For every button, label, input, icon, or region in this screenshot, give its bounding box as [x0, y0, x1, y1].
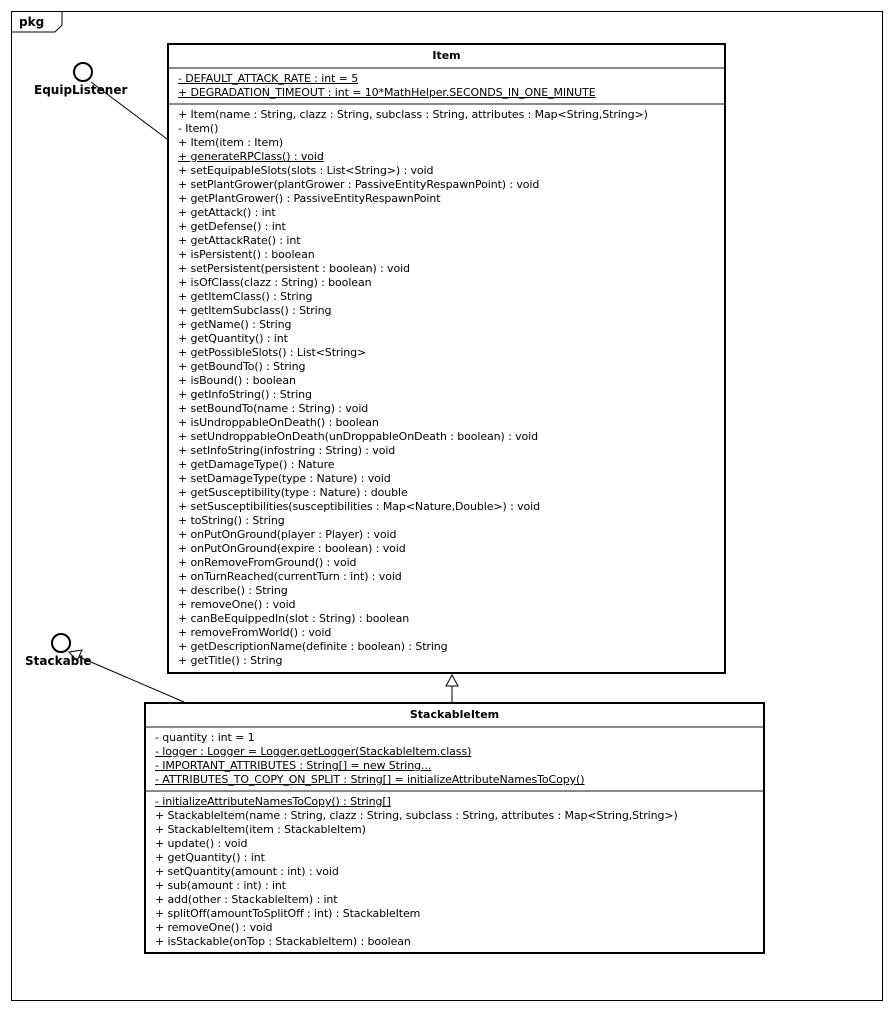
attribute-text: - ATTRIBUTES_TO_COPY_ON_SPLIT : String[] = initializeAttributeNamesToCopy()	[155, 773, 585, 786]
operation-text: + getDamageType() : Nature	[178, 458, 335, 471]
operation-text: + Item(name : String, clazz : String, subclass : String, attributes : Map<String,String>)	[178, 108, 648, 121]
operation-text: + sub(amount : int) : int	[155, 879, 287, 892]
operation-text: + getTitle() : String	[178, 654, 283, 667]
operation-text: + onRemoveFromGround() : void	[178, 556, 357, 569]
generalization-arrowhead-icon	[446, 675, 458, 686]
operation-row	[155, 837, 763, 851]
attribute-row	[155, 731, 763, 745]
operation-text: + getInfoString() : String	[178, 388, 312, 401]
operation-text: + getDescriptionName(definite : boolean) : String	[178, 640, 448, 653]
attribute-text: - IMPORTANT_ATTRIBUTES : String[] = new String...	[155, 759, 432, 772]
operation-text: + getItemClass() : String	[178, 290, 313, 303]
operation-row	[178, 514, 724, 528]
attribute-row	[155, 773, 763, 787]
operation-text: + getQuantity() : int	[155, 851, 265, 864]
operation-text: + setSusceptibilities(susceptibilities : Map<Nature,Double>) : void	[178, 500, 540, 513]
operation-text: + getBoundTo() : String	[178, 360, 306, 373]
operation-row	[155, 809, 763, 823]
operation-text: + setBoundTo(name : String) : void	[178, 402, 369, 415]
operation-text: + getItemSubclass() : String	[178, 304, 332, 317]
operation-text: + setDamageType(type : Nature) : void	[178, 472, 391, 485]
operation-text: + setPlantGrower(plantGrower : PassiveEntityRespawnPoint) : void	[178, 178, 540, 191]
operation-text: + getDefense() : int	[178, 220, 286, 233]
operation-text: + getSusceptibility(type : Nature) : double	[178, 486, 408, 499]
operation-text: + StackableItem(item : StackableItem)	[155, 823, 366, 836]
operation-row	[178, 374, 724, 388]
operation-row	[178, 388, 724, 402]
operation-text: + setUndroppableOnDeath(unDroppableOnDeath : boolean) : void	[178, 430, 539, 443]
operation-text: + getName() : String	[178, 318, 292, 331]
package-label: pkg	[19, 15, 45, 29]
operation-row	[155, 865, 763, 879]
attribute-row	[155, 759, 763, 773]
operation-text: + getPossibleSlots() : List<String>	[178, 346, 367, 359]
operation-text: + canBeEquippedIn(slot : String) : boolean	[178, 612, 410, 625]
equiplistener-interface-icon[interactable]	[74, 63, 92, 81]
operation-row	[178, 206, 724, 220]
operation-text: + isStackable(onTop : StackableItem) : boolean	[155, 935, 411, 948]
operation-text: + isUndroppableOnDeath() : boolean	[178, 416, 379, 429]
operation-text: + toString() : String	[178, 514, 285, 527]
operation-text: + generateRPClass() : void	[178, 150, 324, 163]
operation-text: + getAttackRate() : int	[178, 234, 301, 247]
operation-text: + onPutOnGround(player : Player) : void	[178, 528, 397, 541]
operation-row	[155, 823, 763, 837]
operation-row	[178, 570, 724, 584]
attribute-row	[178, 86, 724, 100]
operation-text: + setPersistent(persistent : boolean) : void	[178, 262, 410, 275]
operation-text: + update() : void	[155, 837, 248, 850]
operation-row	[178, 360, 724, 374]
operation-text: + getPlantGrower() : PassiveEntityRespawnPoint	[178, 192, 441, 205]
operation-row	[178, 304, 724, 318]
operation-row	[178, 290, 724, 304]
operation-text: + removeFromWorld() : void	[178, 626, 332, 639]
attribute-row	[155, 745, 763, 759]
operation-text: - Item()	[178, 122, 219, 135]
attribute-text: - quantity : int = 1	[155, 731, 255, 744]
operation-row	[155, 795, 763, 809]
operations-compartment	[169, 105, 724, 671]
operation-text: + add(other : StackableItem) : int	[155, 893, 338, 906]
operation-row	[178, 584, 724, 598]
operation-row	[155, 907, 763, 921]
operation-text: - initializeAttributeNamesToCopy() : String[]	[155, 795, 391, 808]
stackable-interface-icon[interactable]	[52, 634, 70, 652]
attribute-text: - DEFAULT_ATTACK_RATE : int = 5	[178, 72, 359, 85]
operation-text: + describe() : String	[178, 584, 288, 597]
operation-text: + onTurnReached(currentTurn : int) : void	[178, 570, 402, 583]
class-name: Item	[169, 45, 724, 69]
operation-text: + removeOne() : void	[178, 598, 296, 611]
operation-row	[178, 164, 724, 178]
operation-row	[178, 318, 724, 332]
interface-label-stackable: Stackable	[25, 654, 92, 668]
operation-row	[155, 935, 763, 949]
interface-label-equiplistener: EquipListener	[34, 83, 128, 97]
attributes-compartment	[146, 728, 763, 792]
operation-text: + setInfoString(infostring : String) : void	[178, 444, 396, 457]
class-name: StackableItem	[146, 704, 763, 728]
operation-row	[178, 178, 724, 192]
operation-row	[178, 626, 724, 640]
operation-text: + Item(item : Item)	[178, 136, 284, 149]
operation-text: + isBound() : boolean	[178, 374, 296, 387]
generalization-stackableitem-item	[446, 675, 458, 702]
operation-row	[178, 276, 724, 290]
operation-text: + splitOff(amountToSplitOff : int) : StackableItem	[155, 907, 421, 920]
operation-text: + getAttack() : int	[178, 206, 276, 219]
operation-text: + isOfClass(clazz : String) : boolean	[178, 276, 372, 289]
operation-text: + StackableItem(name : String, clazz : String, subclass : String, attributes : Map<String,String>)	[155, 809, 678, 822]
operation-row	[178, 402, 724, 416]
operation-row	[178, 654, 724, 668]
attribute-row	[178, 72, 724, 86]
operation-row	[178, 220, 724, 234]
attribute-text: - logger : Logger = Logger.getLogger(StackableItem.class)	[155, 745, 472, 758]
operation-row	[155, 921, 763, 935]
operation-text: + removeOne() : void	[155, 921, 273, 934]
operations-compartment	[146, 792, 763, 952]
operation-text: + setQuantity(amount : int) : void	[155, 865, 339, 878]
operation-row	[178, 444, 724, 458]
operation-row	[178, 640, 724, 654]
operation-row	[178, 416, 724, 430]
operation-row	[178, 430, 724, 444]
operation-row	[178, 150, 724, 164]
operation-row	[178, 122, 724, 136]
operation-row	[178, 598, 724, 612]
attributes-compartment	[169, 69, 724, 105]
operation-row	[178, 486, 724, 500]
attribute-text: + DEGRADATION_TIMEOUT : int = 10*MathHelper.SECONDS_IN_ONE_MINUTE	[178, 86, 596, 99]
operation-row	[178, 346, 724, 360]
operation-row	[178, 248, 724, 262]
operation-row	[178, 108, 724, 122]
operation-row	[178, 556, 724, 570]
operation-text: + setEquipableSlots(slots : List<String>) : void	[178, 164, 434, 177]
operation-row	[178, 612, 724, 626]
operation-row	[178, 262, 724, 276]
operation-row	[178, 332, 724, 346]
operation-text: + getQuantity() : int	[178, 332, 288, 345]
operation-text: + onPutOnGround(expire : boolean) : void	[178, 542, 406, 555]
operation-row	[178, 472, 724, 486]
operation-row	[155, 851, 763, 865]
operation-row	[178, 528, 724, 542]
operation-row	[178, 192, 724, 206]
operation-row	[155, 893, 763, 907]
operation-row	[178, 234, 724, 248]
operation-row	[178, 500, 724, 514]
class-item[interactable]	[167, 43, 726, 674]
operation-row	[155, 879, 763, 893]
operation-row	[178, 136, 724, 150]
operation-text: + isPersistent() : boolean	[178, 248, 315, 261]
operation-row	[178, 458, 724, 472]
class-stackable-item[interactable]	[144, 702, 765, 954]
operation-row	[178, 542, 724, 556]
